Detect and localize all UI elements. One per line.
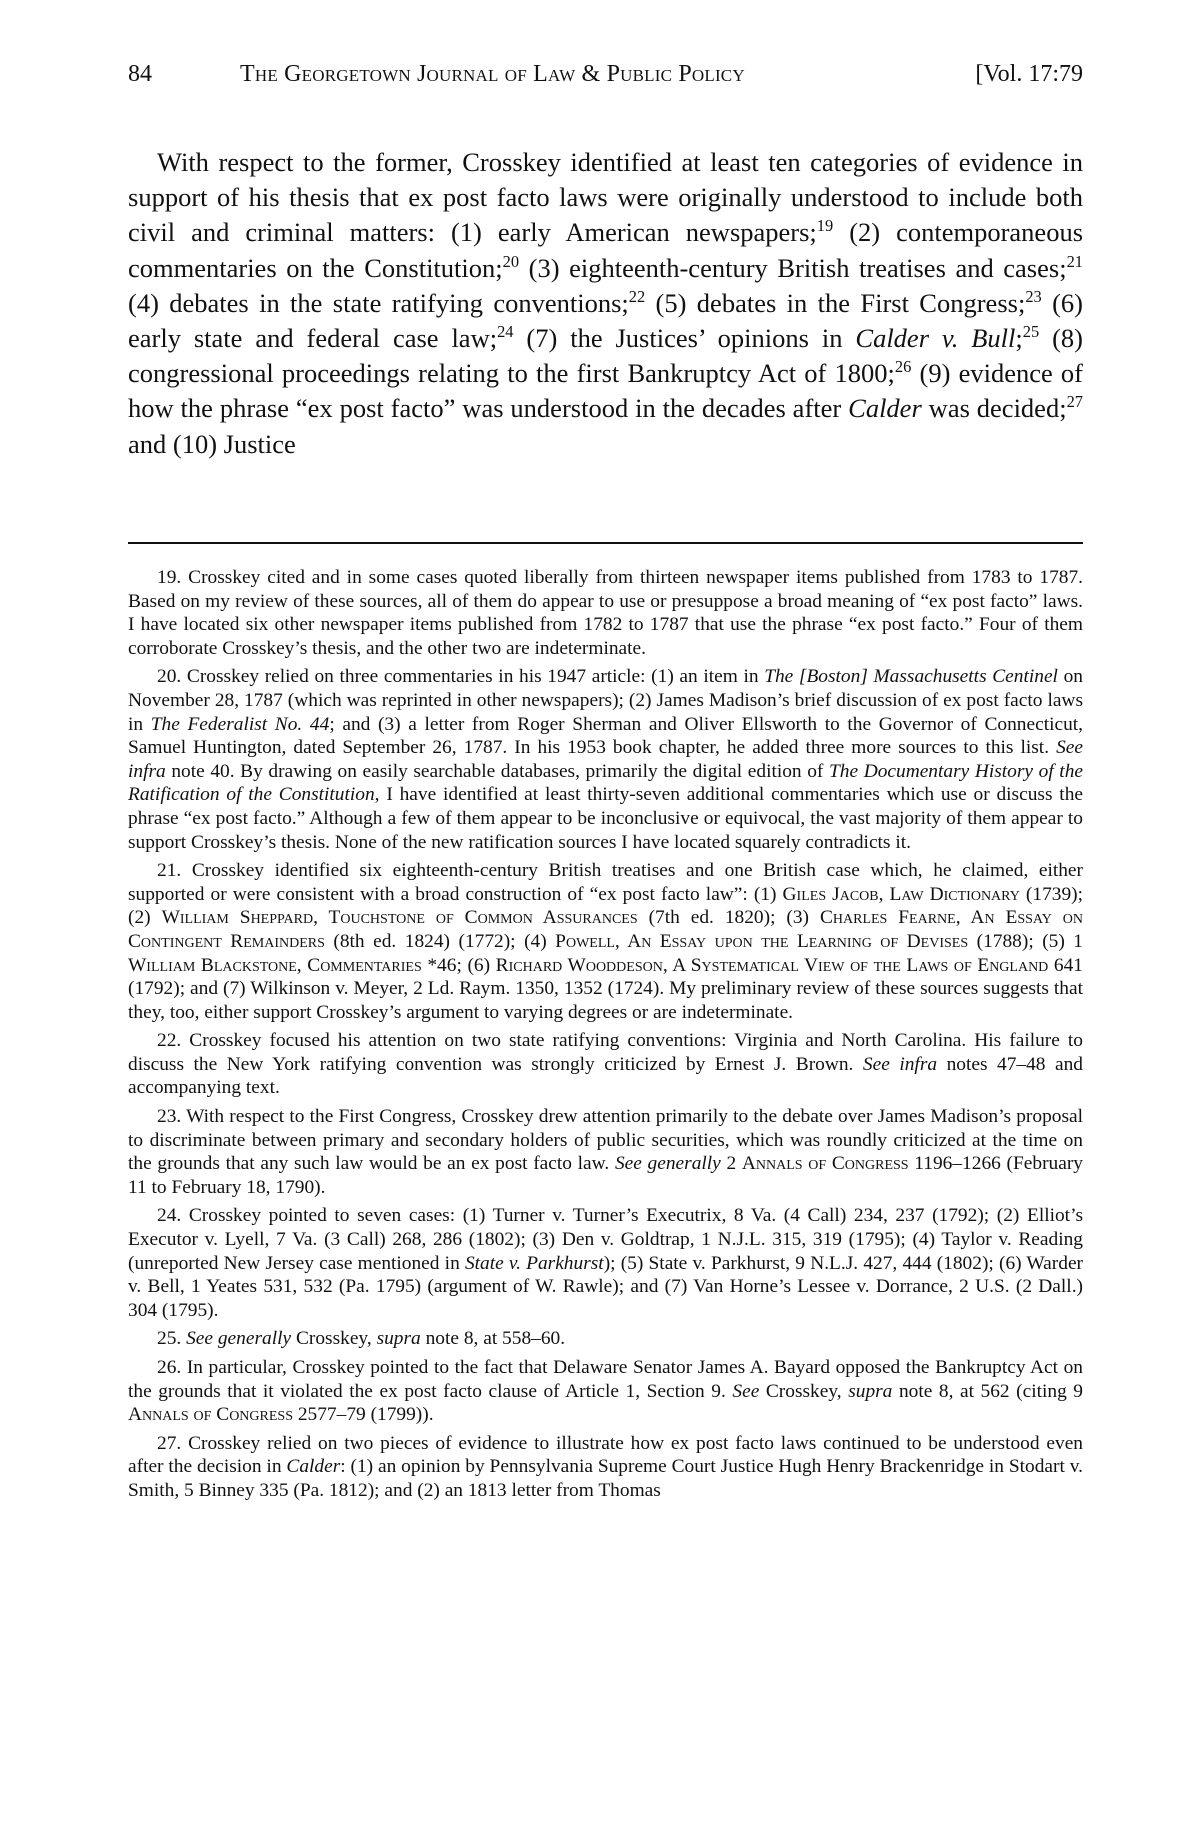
footnote-ref[interactable]: 19	[816, 216, 834, 236]
running-header	[128, 56, 1083, 92]
case-name: Calder v. Bull	[855, 323, 1016, 354]
body-paragraph: With respect to the former, Crosskey identified at least ten categories of evidence in support of his thesis that ex post facto laws were originally understood to include both civil and criminal matters: (1) early American newspapers;$^{19}$ (2) contemporaneous commentaries on the Constitution;$^{20}$ (3) eighteenth-century British treatises and cases;$^{21}$ (4) debates in the state ratifying conventions;$^{22}$ (5) debates in the First Congress;$^{23}$ (6) early state and federal case law;$^{24}$ (7) the Justices’ opinions in Calder v. Bull;$^{25}$ (8) congressional proceedings relating to the first Bankruptcy Act of 1800;$^{26}$ (9) evidence of how the phrase “ex post facto” was understood in the decades after Calder was decided;$^{27}$ and (10) Justice	[128, 147, 1084, 459]
footnote-19: 19. Crosskey cited and in some cases quoted liberally from thirteen newspaper items published from 1783 to 1787. Based on my review of these sources, all of them do appear to use or presuppose a broad meaning of “ex post facto” laws. I have located six other newspaper items published from 1782 to 1787 that use the phrase “ex post facto.” Four of them corroborate Crosskey’s thesis, and the other two are indeterminate.	[128, 567, 1084, 659]
footnote-ref[interactable]: 26	[894, 357, 912, 377]
footnote-25: 25. See generally Crosskey, supra note 8, at 558–60.	[157, 1328, 566, 1350]
footnote-ref[interactable]: 25	[1022, 322, 1040, 342]
footnote-26: 26. In particular, Crosskey pointed to the fact that Delaware Senator James A. Bayard opposed the Bankruptcy Act on the grounds that it violated the ex post facto clause of Article 1, Section 9. See Crosskey, supra note 8, at 562 (citing 9 Annals of Congress 2577–79 (1799)).	[128, 1357, 1084, 1426]
footnote-ref[interactable]: 21	[1066, 251, 1083, 271]
footnote-21: 21. Crosskey identified six eighteenth-century British treatises and one British case which, he claimed, either supported or were consistent with a broad construction of “ex post facto law”: (1) Giles Jacob, Law Dictionary (1739); (2) William Sheppard, Touchstone of Common Assurances (7th ed. 1820); (3) Charles Fearne, An Essay on Contingent Remainders (8th ed. 1824) (1772); (4) Powell, An Essay upon the Learning of Devises (1788); (5) 1 William Blackstone, Commentaries *46; (6) Richard Wooddeson, A Systematical View of the Laws of England 641 (1792); and (7) Wilkinson v. Meyer, 2 Ld. Raym. 1350, 1352 (1724). My preliminary review of these sources suggests that they, too, either support Crosskey’s argument to varying degrees or are indeterminate.	[128, 860, 1084, 1023]
footnote-ref[interactable]: 22	[628, 286, 646, 306]
footnote-ref[interactable]: 24	[497, 322, 514, 342]
page-number: 84	[128, 61, 152, 87]
journal-title: The Georgetown Journal of Law & Public Policy	[240, 61, 745, 87]
footnote-22: 22. Crosskey focused his attention on two state ratifying conventions: Virginia and North Carolina. His failure to discuss the New York ratifying convention was strongly criticized by Ernest J. Brown. See infra notes 47–48 and accompanying text.	[128, 1030, 1084, 1099]
footnote-divider	[128, 542, 1083, 544]
footnote-20: 20. Crosskey relied on three commentaries in his 1947 article: (1) an item in The [Boston] Massachusetts Centinel on November 28, 1787 (which was reprinted in other newspapers); (2) James Madison’s brief discussion of ex post facto laws in The Federalist No. 44; and (3) a letter from Roger Sherman and Oliver Ellsworth to the Governor of Connecticut, Samuel Huntington, dated September 26, 1787. In his 1953 book chapter, he added three more sources to this list. See infra note 40. By drawing on easily searchable databases, primarily the digital edition of The Documentary History of the Ratification of the Constitution, I have identified at least thirty-seven additional commentaries which use or discuss the phrase “ex post facto.” Although a few of them appear to be inconclusive or equivocal, the vast majority of them appear to support Crosskey’s thesis. None of the new ratification sources I have located squarely contradicts it.	[128, 666, 1084, 853]
footnote-ref[interactable]: 20	[502, 251, 520, 271]
footnote-23: 23. With respect to the First Congress, Crosskey drew attention primarily to the debate over James Madison’s proposal to discriminate between primary and secondary holders of public securities, which was roundly criticized at the time on the grounds that any such law would be an ex post facto law. See generally 2 Annals of Congress 1196–1266 (February 11 to February 18, 1790).	[128, 1106, 1083, 1198]
footnote-27: 27. Crosskey relied on two pieces of evidence to illustrate how ex post facto laws continued to be understood even after the decision in Calder: (1) an opinion by Pennsylvania Supreme Court Justice Hugh Henry Brackenridge in Stodart v. Smith, 5 Binney 335 (Pa. 1812); and (2) an 1813 letter from Thomas	[128, 1432, 1083, 1501]
footnote-ref[interactable]: 23	[1025, 286, 1042, 306]
footnote-ref[interactable]: 27	[1066, 392, 1083, 412]
footnotes	[128, 566, 1083, 1508]
case-name: Calder	[848, 393, 922, 424]
footnote-24: 24. Crosskey pointed to seven cases: (1) Turner v. Turner’s Executrix, 8 Va. (4 Call) 234, 237 (1792); (2) Elliot’s Executor v. Lyell, 7 Va. (3 Call) 268, 286 (1802); (3) Den v. Goldtrap, 1 N.J.L. 315, 319 (1795); (4) Taylor v. Reading (unreported New Jersey case mentioned in State v. Parkhurst); (5) State v. Parkhurst, 9 N.L.J. 427, 444 (1802); (6) Warder v. Bell, 1 Yeates 531, 532 (Pa. 1795) (argument of W. Rawle); and (7) Van Horne’s Lessee v. Dorrance, 2 U.S. (2 Dall.) 304 (1795).	[128, 1205, 1084, 1321]
volume-citation: [Vol. 17:79	[975, 61, 1083, 87]
